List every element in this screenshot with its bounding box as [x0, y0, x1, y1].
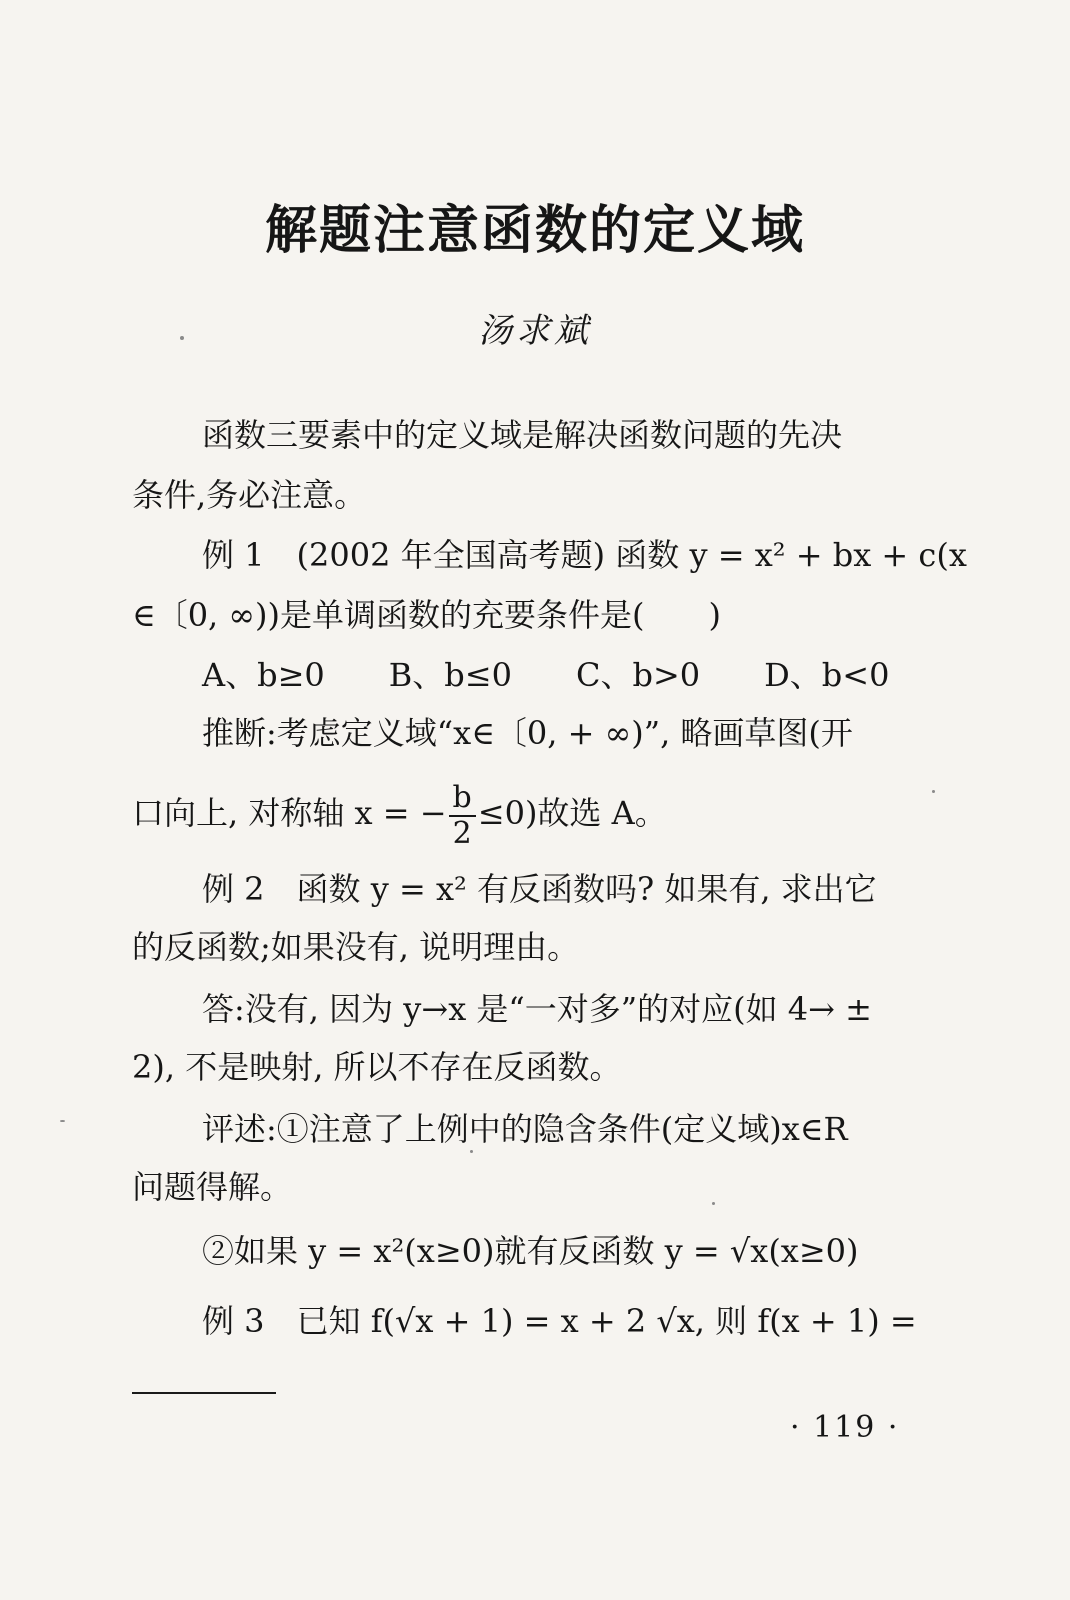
example-3-line-1: 例 3 已知 f(√x + 1) = x + 2 √x, 则 f(x + 1) = — [202, 1302, 917, 1340]
answer-line-2: 2), 不是映射, 所以不存在反函数。 — [132, 1048, 622, 1086]
comment-line-2: 问题得解。 — [132, 1168, 293, 1206]
example-2-line-2: 的反函数;如果没有, 说明理由。 — [132, 928, 580, 966]
example-1-inference-line-1: 推断:考虑定义域“x∈〔0, + ∞)”, 略画草图(开 — [202, 714, 853, 752]
option-a: A、b≥0 — [202, 656, 325, 694]
example-1-inference-line-2 — [132, 778, 944, 849]
footnote-rule — [132, 1392, 276, 1394]
option-d: D、b<0 — [764, 656, 890, 694]
scan-speck — [180, 336, 184, 340]
comment-line-1: 评述:①注意了上例中的隐含条件(定义域)x∈R — [202, 1110, 848, 1148]
intro-line-2: 条件,务必注意。 — [132, 476, 367, 514]
example-1-line-2: ∈〔0, ∞))是单调函数的充要条件是( ) — [132, 596, 721, 634]
example-1-line-1: 例 1 (2002 年全国高考题) 函数 y = x² + bx + c(x — [202, 536, 967, 574]
intro-line-1: 函数三要素中的定义域是解决函数问题的先决 — [202, 416, 843, 454]
comment-line-3: ②如果 y = x²(x≥0)就有反函数 y = √x(x≥0) — [202, 1232, 859, 1270]
article-title: 解题注意函数的定义域 — [264, 200, 805, 261]
inference-text-after: ≤0)故选 A。 — [477, 794, 667, 832]
author-name: 汤求斌 — [478, 311, 592, 351]
page-number: · 119 · — [790, 1410, 900, 1445]
scan-speck — [932, 790, 935, 793]
fraction-numerator: b — [449, 783, 476, 817]
fraction-denominator: 2 — [452, 815, 472, 851]
scan-speck — [60, 1120, 65, 1122]
fraction-b-over-2 — [449, 779, 476, 851]
answer-line-1: 答:没有, 因为 y→x 是“一对多”的对应(如 4→ ± — [202, 990, 872, 1028]
inference-text-before: 口向上, 对称轴 x = − — [132, 794, 447, 832]
option-c: C、b>0 — [575, 656, 701, 694]
option-b: B、b≤0 — [388, 656, 512, 694]
example-1-options — [202, 650, 944, 700]
scan-speck — [712, 1202, 715, 1205]
scan-speck — [470, 1150, 473, 1153]
example-2-line-1: 例 2 函数 y = x² 有反函数吗? 如果有, 求出它 — [202, 870, 877, 908]
